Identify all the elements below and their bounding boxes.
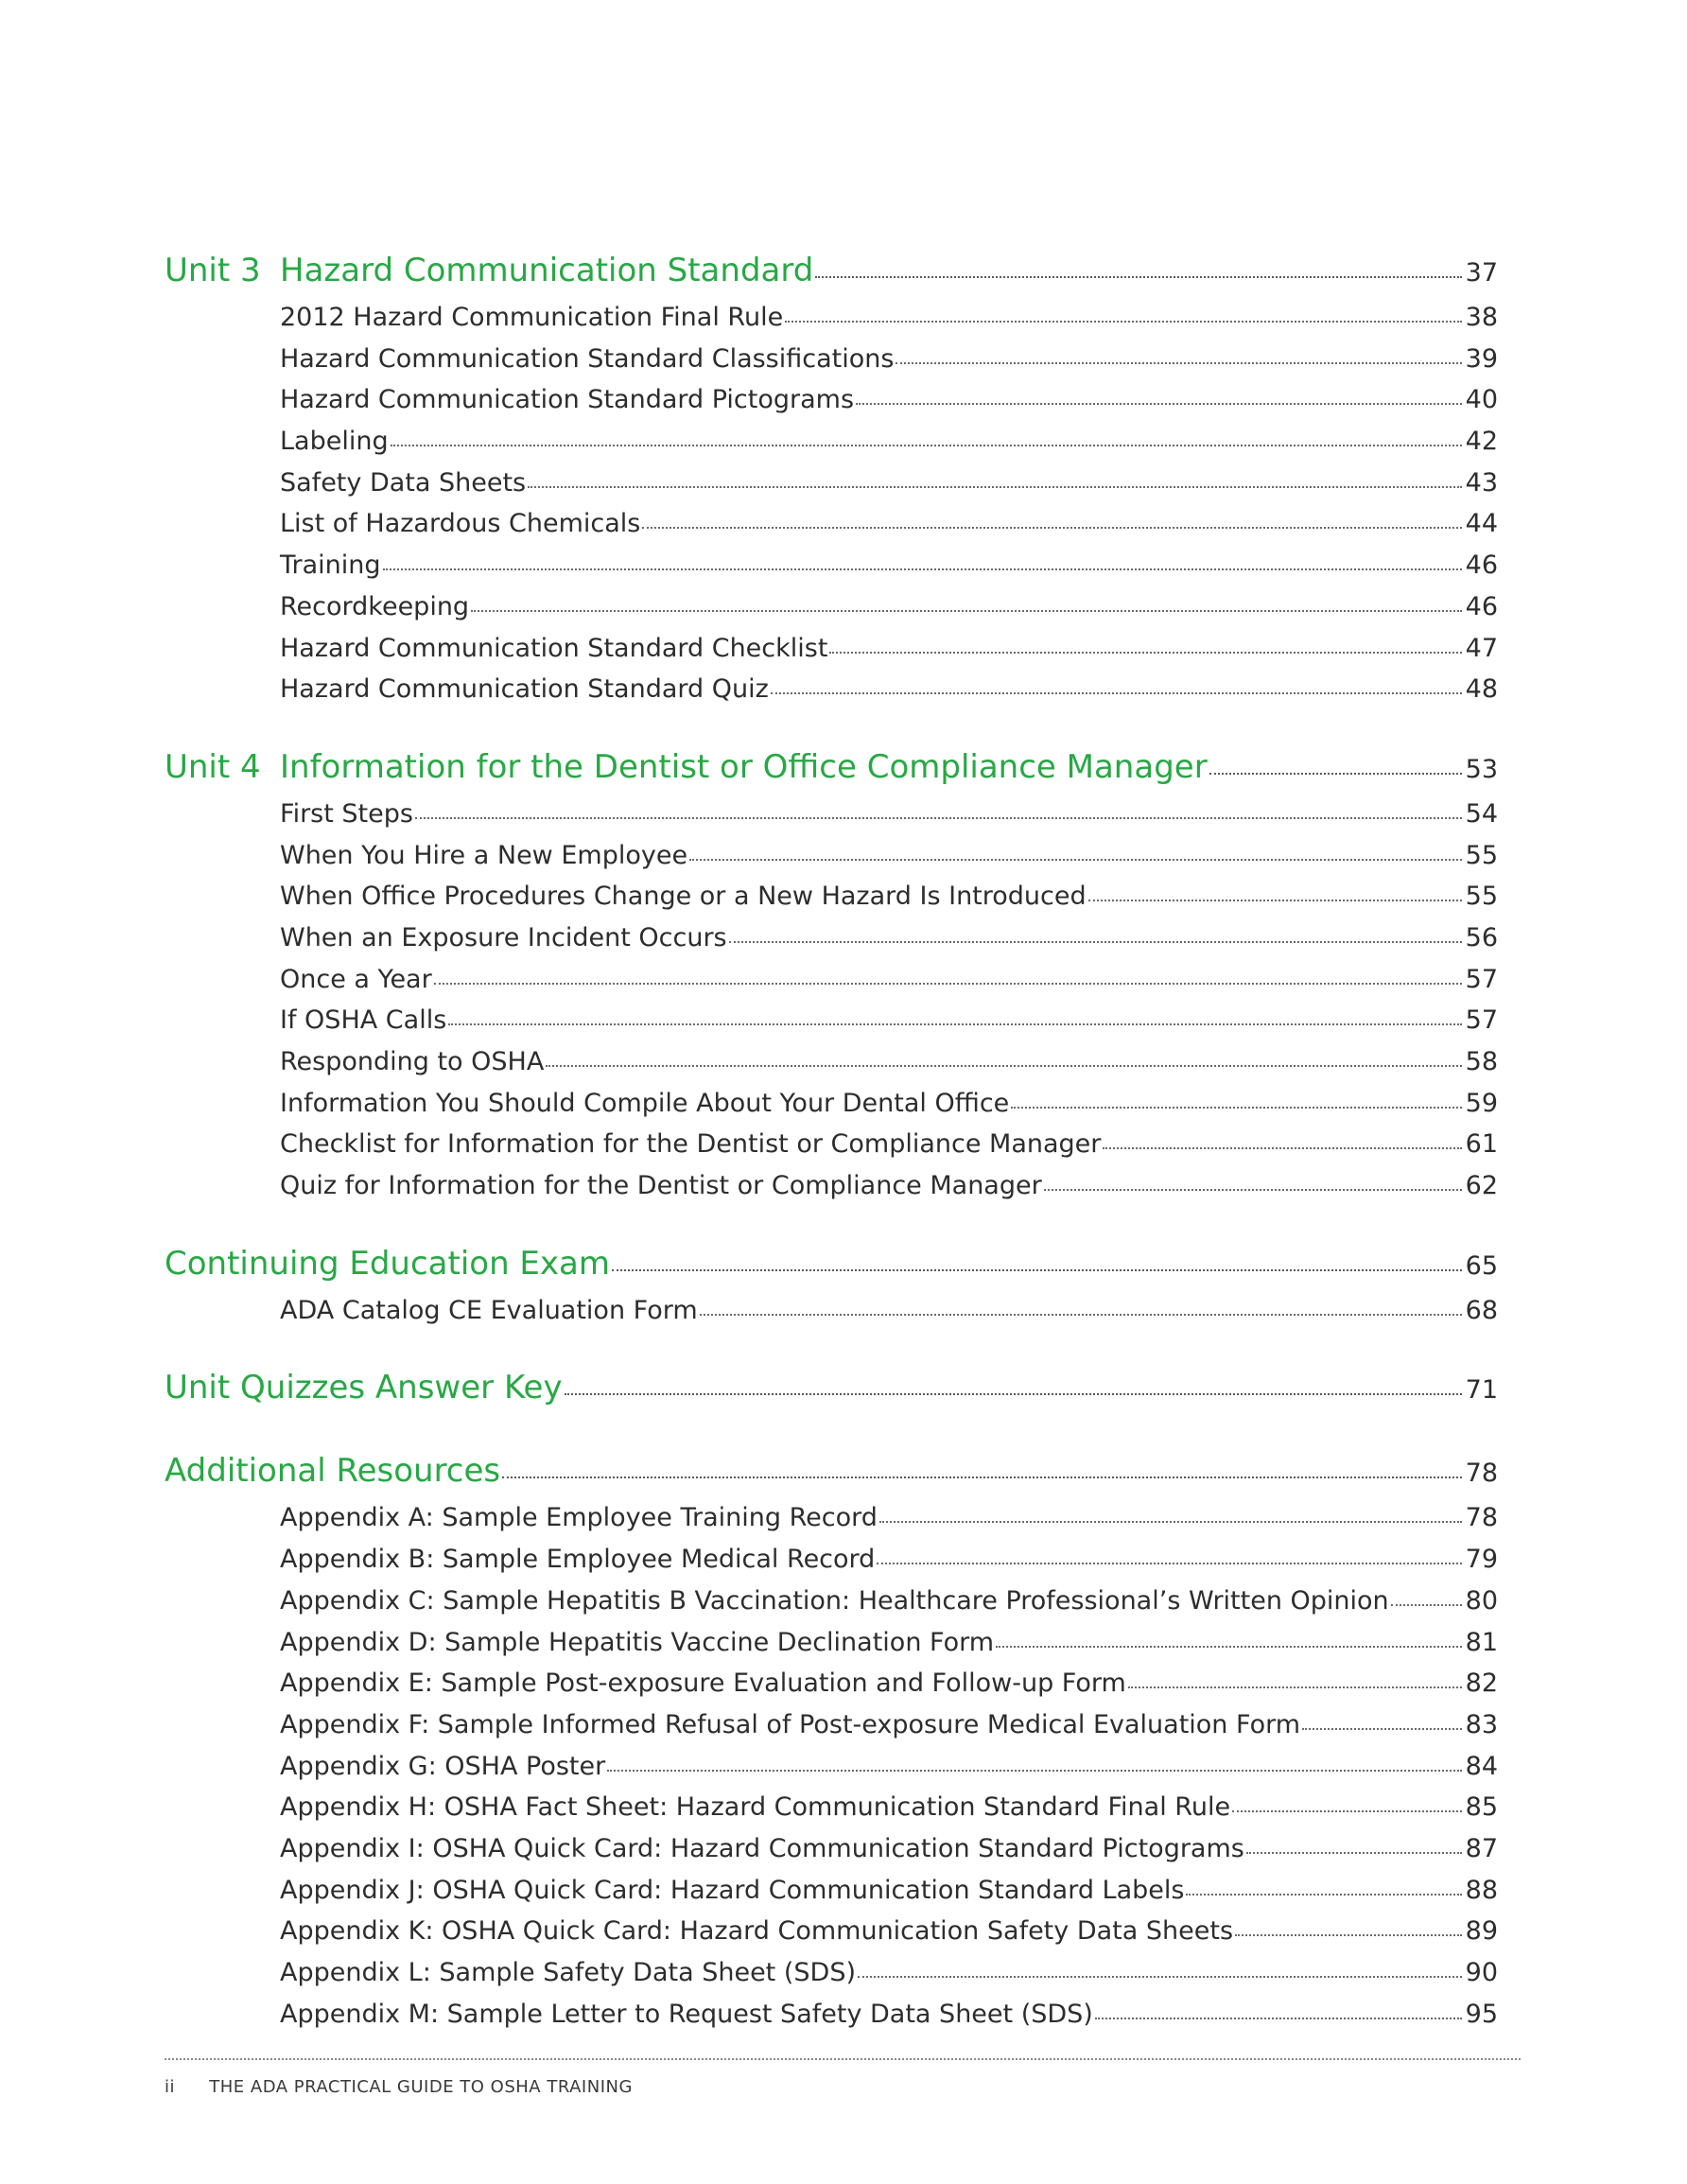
page-number: 40	[1465, 385, 1498, 415]
toc-sub-entry[interactable]	[165, 1669, 1498, 1710]
entry-title: Hazard Communication Standard Pictograms	[280, 385, 855, 415]
dot-leader	[1128, 1686, 1462, 1688]
dot-leader	[729, 941, 1462, 943]
dot-leader	[565, 1393, 1462, 1395]
page-number: 95	[1465, 1999, 1498, 2029]
entry-title: Safety Data Sheets	[280, 467, 527, 498]
page-number: 90	[1465, 1958, 1498, 1987]
toc-sub-entry[interactable]	[165, 1586, 1498, 1628]
page-number: 61	[1465, 1129, 1498, 1160]
toc-section	[165, 252, 1498, 716]
toc-sub-entry[interactable]	[165, 1710, 1498, 1752]
entry-title: Hazard Communication Standard Checklist	[280, 633, 828, 663]
toc-sub-entry[interactable]	[165, 1628, 1498, 1669]
page-number: 85	[1465, 1792, 1498, 1823]
toc-sub-entry[interactable]	[165, 1545, 1498, 1586]
dot-leader	[879, 1521, 1462, 1523]
page-number: 65	[1465, 1250, 1498, 1281]
dot-leader	[607, 1770, 1461, 1772]
page-footer	[165, 2077, 633, 2097]
toc-sub-entry[interactable]	[165, 1876, 1498, 1917]
entry-title: Checklist for Information for the Dentist or Compliance Manager	[280, 1129, 1102, 1160]
toc-sub-entry[interactable]	[165, 923, 1498, 965]
entry-title: Appendix F: Sample Informed Refusal of Post-exposure Medical Evaluation Form	[280, 1709, 1301, 1739]
toc-main-entry[interactable]	[165, 1245, 1498, 1296]
entry-title: Appendix H: OSHA Fact Sheet: Hazard Communication Standard Final Rule	[280, 1792, 1231, 1823]
unit-label: Unit 3	[165, 252, 261, 289]
toc-sub-entry[interactable]	[165, 2000, 1498, 2041]
toc-sub-entry[interactable]	[165, 509, 1498, 550]
page-number: 55	[1465, 882, 1498, 912]
entry-title: If OSHA Calls	[280, 1005, 447, 1036]
toc-sub-entry[interactable]	[165, 882, 1498, 923]
entry-title: Appendix K: OSHA Quick Card: Hazard Communication Safety Data Sheets	[280, 1916, 1234, 1947]
toc-sub-entry[interactable]	[165, 385, 1498, 427]
page-number: 48	[1465, 674, 1498, 705]
entry-title: Appendix A: Sample Employee Training Record	[280, 1503, 878, 1533]
page-number: 39	[1465, 343, 1498, 374]
dot-leader	[1186, 1894, 1461, 1896]
toc-sub-entry[interactable]	[165, 1916, 1498, 1958]
dot-leader	[785, 321, 1461, 323]
page-number: 37	[1465, 258, 1498, 288]
toc-sub-entry[interactable]	[165, 1005, 1498, 1047]
entry-title: Appendix E: Sample Post-exposure Evaluation and Follow-up Form	[280, 1669, 1126, 1699]
page-number: 71	[1465, 1375, 1498, 1406]
entry-title: Appendix L: Sample Safety Data Sheet (SDS)	[280, 1958, 856, 1987]
toc-main-entry[interactable]	[165, 1452, 1498, 1503]
toc-sub-entry[interactable]	[165, 1171, 1498, 1213]
toc-sub-entry[interactable]	[165, 799, 1498, 841]
page-number: 82	[1465, 1669, 1498, 1699]
page-number: 53	[1465, 754, 1498, 784]
dot-leader	[700, 1314, 1462, 1316]
section-title: Hazard Communication Standard	[280, 252, 814, 289]
page-number: 87	[1465, 1833, 1498, 1863]
dot-leader	[856, 403, 1462, 405]
dot-leader	[896, 362, 1461, 364]
dot-leader	[612, 1269, 1462, 1271]
toc-sub-entry[interactable]	[165, 1834, 1498, 1876]
dot-leader	[642, 527, 1461, 529]
dot-leader	[391, 445, 1462, 446]
entry-title: List of Hazardous Chemicals	[280, 509, 641, 539]
dot-leader	[1103, 1147, 1461, 1149]
entry-title: First Steps	[280, 798, 413, 829]
entry-title: Labeling	[280, 427, 389, 457]
footer-running-title: THE ADA PRACTICAL GUIDE TO OSHA TRAINING	[209, 2077, 633, 2097]
entry-title: Appendix M: Sample Letter to Request Safety Data Sheet (SDS)	[280, 1999, 1093, 2029]
dot-leader	[877, 1563, 1461, 1564]
page-number: 54	[1465, 798, 1498, 829]
dot-leader	[771, 692, 1462, 694]
entry-title: Appendix D: Sample Hepatitis Vaccine Declination Form	[280, 1627, 995, 1657]
page-number: 78	[1465, 1459, 1498, 1489]
dot-leader	[502, 1476, 1462, 1478]
entry-title: When Office Procedures Change or a New Hazard Is Introduced	[280, 882, 1087, 912]
section-title: Additional Resources	[165, 1452, 501, 1491]
entry-title: 2012 Hazard Communication Final Rule	[280, 303, 784, 332]
dot-leader	[1391, 1604, 1462, 1606]
page-number: 80	[1465, 1585, 1498, 1616]
entry-title: Appendix I: OSHA Quick Card: Hazard Communication Standard Pictograms	[280, 1833, 1244, 1863]
entry-title: Information You Should Compile About Your Dental Office	[280, 1088, 1010, 1118]
page-number: 58	[1465, 1047, 1498, 1076]
page-number: 42	[1465, 427, 1498, 457]
toc-main-entry[interactable]	[165, 252, 1498, 303]
page-number: 89	[1465, 1916, 1498, 1947]
entry-title: Training	[280, 550, 381, 581]
page-number: 38	[1465, 303, 1498, 332]
footer-dotted-rule	[165, 2058, 1521, 2060]
dot-leader	[528, 486, 1462, 488]
entry-title: Hazard Communication Standard Quiz	[280, 674, 769, 705]
section-title: Information for the Dentist or Office Compliance Manager	[280, 747, 1208, 786]
page-number: 62	[1465, 1171, 1498, 1201]
dot-leader	[1235, 1934, 1462, 1936]
toc-sub-entry[interactable]	[165, 303, 1498, 344]
dot-leader	[689, 859, 1462, 861]
dot-leader	[1232, 1810, 1462, 1812]
toc-sub-entry[interactable]	[165, 965, 1498, 1006]
footer-page-number: ii	[165, 2077, 176, 2097]
page-number: 59	[1465, 1088, 1498, 1118]
entry-title: Quiz for Information for the Dentist or Compliance Manager	[280, 1171, 1042, 1201]
dot-leader	[546, 1065, 1461, 1067]
entry-title: Appendix J: OSHA Quick Card: Hazard Communication Standard Labels	[280, 1875, 1185, 1905]
entry-title: Appendix C: Sample Hepatitis B Vaccination: Healthcare Professional’s Written Opinion	[280, 1585, 1389, 1616]
page-number: 44	[1465, 509, 1498, 539]
toc-sub-entry[interactable]	[165, 1047, 1498, 1089]
toc-main-entry[interactable]	[165, 748, 1498, 799]
dot-leader	[471, 610, 1462, 612]
dot-leader	[815, 276, 1461, 278]
dot-leader	[1095, 2018, 1462, 2019]
dot-leader	[415, 817, 1462, 819]
page-number: 78	[1465, 1503, 1498, 1533]
entry-title: Once a Year	[280, 964, 432, 994]
toc-sub-entry[interactable]	[165, 674, 1498, 716]
dot-leader	[1044, 1189, 1462, 1191]
page-number: 84	[1465, 1751, 1498, 1781]
dot-leader	[1011, 1107, 1461, 1109]
dot-leader	[1209, 773, 1462, 775]
toc-section	[165, 1369, 1498, 1420]
dot-leader	[858, 1976, 1462, 1978]
toc-sub-entry[interactable]	[165, 1129, 1498, 1171]
toc-main-entry[interactable]	[165, 1369, 1498, 1420]
toc-section	[165, 748, 1498, 1213]
section-title: Unit Quizzes Answer Key	[165, 1369, 563, 1407]
dot-leader	[434, 983, 1462, 985]
toc-sub-entry[interactable]	[165, 1296, 1498, 1337]
dot-leader	[1302, 1728, 1462, 1730]
toc-sub-entry[interactable]	[165, 1752, 1498, 1793]
dot-leader	[829, 652, 1461, 654]
dot-leader	[383, 568, 1462, 570]
page-number: 79	[1465, 1545, 1498, 1575]
entry-title: When You Hire a New Employee	[280, 840, 688, 870]
entry-title: Recordkeeping	[280, 591, 470, 621]
unit-label: Unit 4	[165, 747, 261, 786]
toc-sub-entry[interactable]	[165, 550, 1498, 592]
section-title: Continuing Education Exam	[165, 1244, 610, 1283]
toc-sub-entry[interactable]	[165, 468, 1498, 510]
dot-leader	[1088, 900, 1462, 901]
page-number: 68	[1465, 1295, 1498, 1325]
page-number: 56	[1465, 922, 1498, 952]
toc-sub-entry[interactable]	[165, 841, 1498, 882]
dot-leader	[448, 1023, 1461, 1025]
toc-sub-entry[interactable]	[165, 592, 1498, 634]
page-number: 81	[1465, 1627, 1498, 1657]
page-number: 46	[1465, 550, 1498, 581]
toc-sub-entry[interactable]	[165, 634, 1498, 675]
toc-sub-entry[interactable]	[165, 1958, 1498, 2000]
page-number: 83	[1465, 1709, 1498, 1739]
page-number: 46	[1465, 591, 1498, 621]
page-number: 88	[1465, 1875, 1498, 1905]
toc-sub-entry[interactable]	[165, 1792, 1498, 1834]
entry-title: Appendix B: Sample Employee Medical Record	[280, 1545, 876, 1575]
entry-title: When an Exposure Incident Occurs	[280, 922, 727, 952]
toc-sub-entry[interactable]	[165, 1503, 1498, 1545]
page-number: 43	[1465, 467, 1498, 498]
dot-leader	[1246, 1852, 1462, 1854]
dot-leader	[996, 1646, 1462, 1648]
entry-title: Appendix G: OSHA Poster	[280, 1751, 606, 1781]
toc-sub-entry[interactable]	[165, 427, 1498, 468]
table-of-contents	[165, 252, 1498, 2072]
page-number: 55	[1465, 840, 1498, 870]
entry-title: Hazard Communication Standard Classifications	[280, 343, 895, 374]
toc-sub-entry[interactable]	[165, 344, 1498, 386]
page-number: 57	[1465, 964, 1498, 994]
toc-section	[165, 1452, 1498, 2040]
toc-sub-entry[interactable]	[165, 1089, 1498, 1130]
toc-section	[165, 1245, 1498, 1337]
page-number: 47	[1465, 633, 1498, 663]
entry-title: Responding to OSHA	[280, 1047, 545, 1076]
entry-title: ADA Catalog CE Evaluation Form	[280, 1295, 698, 1325]
page-number: 57	[1465, 1005, 1498, 1036]
